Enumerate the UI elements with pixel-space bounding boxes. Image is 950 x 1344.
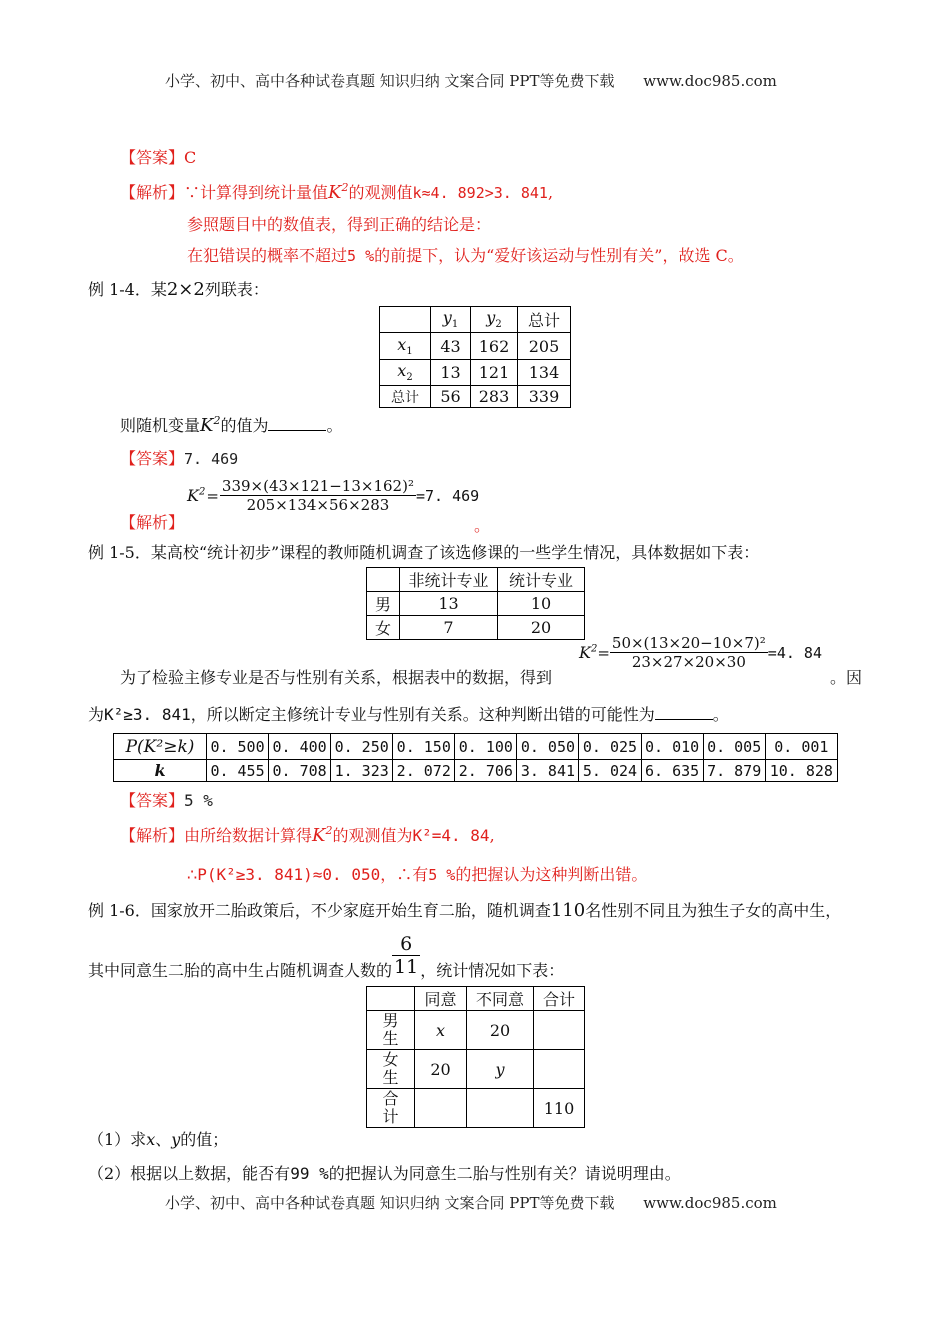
title-text: 例 1-4．某 <box>88 280 167 299</box>
row-label: 总计 <box>380 386 431 408</box>
table-cell <box>467 1089 534 1128</box>
question-text: 、 <box>155 1130 172 1149</box>
survey-table <box>366 986 585 1128</box>
answer-label: 【答案】 <box>120 791 185 810</box>
k-cell: 3. 841 <box>517 760 579 782</box>
table-cell: 121 <box>471 360 518 386</box>
table-cell: 56 <box>431 386 471 408</box>
table-cell: 283 <box>471 386 518 408</box>
k-label: k <box>114 760 207 782</box>
p-cell: 0. 010 <box>641 734 703 760</box>
example-1-5-answer <box>120 788 213 811</box>
example-1-5-line2 <box>88 702 729 725</box>
table-cell <box>534 1011 585 1050</box>
fraction-numerator: 6 <box>392 933 420 956</box>
k-cell: 10. 828 <box>765 760 837 782</box>
example-1-5-text-end: 。因 <box>830 668 863 687</box>
example-1-4-answer <box>120 446 238 469</box>
table-cell: 205 <box>518 333 571 360</box>
question-text: 其中同意生二胎的高中生占随机调查人数的 <box>88 961 393 980</box>
variable-y: y <box>171 1130 181 1149</box>
formula-fraction <box>610 634 768 671</box>
table-header-cell: 统计专业 <box>498 568 585 592</box>
p-cell: 0. 001 <box>765 734 837 760</box>
analysis-text: 由所给数据计算得 <box>184 826 313 845</box>
table-header-cell: $y_1$ <box>431 307 471 333</box>
answer-value: C <box>184 148 197 167</box>
fraction-denominator: 11 <box>394 956 419 978</box>
question-text: 的值为 <box>220 416 269 435</box>
example-1-5-formula: $K^2$ = $\frac{\text{50×(13×20−10×7)²}}{23\times 27\times 20\times 30}$ =4. 84 <box>579 634 822 671</box>
analysis-label: 【解析】 <box>120 826 185 845</box>
example-1-6-title <box>88 898 841 921</box>
analysis-text: 的观测值为 <box>332 826 413 845</box>
table-cell: 13 <box>400 592 498 616</box>
k-cell: 6. 635 <box>641 760 703 782</box>
table-header-cell: 总计 <box>518 307 571 333</box>
table-cell: 339 <box>518 386 571 408</box>
answer-label: 【答案】 <box>120 449 185 468</box>
question-text: 。 <box>712 705 729 724</box>
number-value: 110 <box>550 900 586 921</box>
table-cell: x <box>415 1011 467 1050</box>
table-header-cell: 不同意 <box>467 987 534 1011</box>
row-label: 合 计 <box>367 1089 415 1128</box>
question-text: 。 <box>326 416 343 435</box>
example-1-5-analysis-2 <box>187 862 647 885</box>
title-text: 例 1-6．国家放开二胎政策后，不少家庭开始生育二胎，随机调查 <box>88 901 551 920</box>
fraction-6-11 <box>392 933 420 978</box>
formula-fraction <box>220 477 416 514</box>
table-cell: 20 <box>467 1011 534 1050</box>
question-text: 则随机变量 <box>120 416 201 435</box>
table-header-cell <box>367 568 400 592</box>
question-text: 的值； <box>180 1130 229 1149</box>
analysis-text: ∴ <box>187 865 198 884</box>
header-text: 小学、初中、高中各种试卷真题 知识归纳 文案合同 PPT等免费下载 <box>165 72 615 90</box>
k-symbol: $K^2$ <box>200 414 221 436</box>
answer-blank[interactable] <box>268 416 326 431</box>
analysis-text: 在犯错误的概率不超过 <box>187 246 348 265</box>
row-label: 女 <box>367 616 400 640</box>
table-header-cell: 合计 <box>534 987 585 1011</box>
p-cell: 0. 400 <box>269 734 331 760</box>
percent-value: 5 % <box>347 247 375 265</box>
analysis-label: 【解析】 <box>120 183 185 202</box>
k-symbol: $K^2$ <box>187 486 206 505</box>
table-cell: 134 <box>518 360 571 386</box>
example-1-6-q1 <box>88 1127 228 1150</box>
answer-value: 5 % <box>184 791 213 810</box>
example-1-4-formula: $K^2$ = $\frac{\text{339×(43×121−13×162)²}}{205\times 134\times 56\times 283}$ =7. 469 <box>187 477 480 514</box>
table-header-cell: 同意 <box>415 987 467 1011</box>
table-cell: 13 <box>431 360 471 386</box>
percent-value: 99 % <box>290 1164 329 1183</box>
condition-expr: K²≥3. 841 <box>104 705 191 724</box>
row-label: 男 <box>367 592 400 616</box>
table-cell: 43 <box>431 333 471 360</box>
example-1-5-title: 例 1-5．某高校“统计初步”课程的教师随机调查了该选修课的一些学生情况，具体数据如下表： <box>88 543 760 562</box>
variable-x: x <box>146 1130 156 1149</box>
formula-result: =7. 469 <box>415 486 480 505</box>
formula-result: =4. 84 <box>767 643 822 662</box>
table-cell: 110 <box>534 1089 585 1128</box>
formula-numerator: 50×(13×20−10×7)² <box>611 634 766 652</box>
example-1-4-analysis-label: 【解析】 <box>120 513 185 532</box>
table-cell <box>534 1050 585 1089</box>
p-cell: 0. 005 <box>703 734 765 760</box>
page-header <box>165 70 777 91</box>
row-label: $x_1$ <box>380 333 431 360</box>
p-row <box>114 734 838 760</box>
question-text: （1）求 <box>88 1130 147 1149</box>
answer-label: 【答案】 <box>120 148 185 167</box>
analysis-text: , <box>547 183 554 202</box>
prev-answer <box>120 145 196 168</box>
answer-blank[interactable] <box>655 705 713 720</box>
prev-analysis-line1 <box>120 180 553 203</box>
question-text: ，统计情况如下表： <box>420 961 565 980</box>
question-text: 为 <box>88 705 105 724</box>
table-header-cell: $y_2$ <box>471 307 518 333</box>
footer-text: 小学、初中、高中各种试卷真题 知识归纳 文案合同 PPT等免费下载 <box>165 1194 615 1212</box>
table-cell: 162 <box>471 333 518 360</box>
question-text: ，所以断定主修统计专业与性别有关系。这种判断出错的可能性为 <box>190 705 655 724</box>
probability-expr: P(K²≥3. 841)≈0. 050 <box>197 865 381 884</box>
example-1-6-q2 <box>88 1161 681 1184</box>
k-row <box>114 760 838 782</box>
table-cell: 7 <box>400 616 498 640</box>
p-cell: 0. 050 <box>517 734 579 760</box>
analysis-value: k≈4. 892>3. 841 <box>412 184 548 202</box>
title-text: 列联表： <box>204 280 269 299</box>
row-label: 女 生 <box>367 1050 415 1089</box>
example-1-4-title <box>88 277 269 300</box>
header-url[interactable]: www.doc985.com <box>643 72 777 90</box>
k-cell: 1. 323 <box>331 760 393 782</box>
table-cell: 10 <box>498 592 585 616</box>
table-cell <box>415 1089 467 1128</box>
p-cell: 0. 500 <box>207 734 269 760</box>
k-cell: 2. 706 <box>455 760 517 782</box>
formula-end: 。 <box>474 516 491 535</box>
analysis-text: ，∴有 <box>380 865 429 884</box>
k-cell: 7. 879 <box>703 760 765 782</box>
question-text: 的把握认为同意生二胎与性别有关？请说明理由。 <box>328 1164 681 1183</box>
dimension-value: 2×2 <box>166 279 205 300</box>
k-symbol: $K^2$ <box>312 824 333 846</box>
example-1-5-analysis-1 <box>120 823 495 846</box>
title-text: 名性别不同且为独生子女的高中生， <box>585 901 842 920</box>
prev-analysis-line2: 参照题目中的数值表，得到正确的结论是： <box>187 215 492 234</box>
example-1-5-text: 为了检验主修专业是否与性别有关系，根据表中的数据，得到 <box>120 668 553 687</box>
table-header-cell <box>380 307 431 333</box>
prev-analysis-line3 <box>187 243 744 266</box>
k-cell: 0. 455 <box>207 760 269 782</box>
p-label: P(K²≥k) <box>114 734 207 760</box>
k-symbol: $K^2$ <box>579 643 598 662</box>
example-1-4-question <box>120 413 343 436</box>
p-cell: 0. 100 <box>455 734 517 760</box>
analysis-text: ∵计算得到统计量值 <box>184 183 329 202</box>
table-header-cell <box>367 987 415 1011</box>
critical-value-table <box>113 733 838 782</box>
question-text: （2）根据以上数据，能否有 <box>88 1164 291 1183</box>
k-symbol: $K^2$ <box>328 181 349 203</box>
k-cell: 0. 708 <box>269 760 331 782</box>
formula-denominator: 23×27×20×30 <box>631 653 746 671</box>
p-cell: 0. 150 <box>393 734 455 760</box>
p-cell: 0. 250 <box>331 734 393 760</box>
major-gender-table <box>366 567 585 640</box>
page-footer <box>165 1192 777 1213</box>
table-header-cell: 非统计专业 <box>400 568 498 592</box>
table-cell: 20 <box>415 1050 467 1089</box>
analysis-text: 的把握认为这种判断出错。 <box>455 865 648 884</box>
analysis-text: , <box>489 826 495 845</box>
formula-denominator: 205×134×56×283 <box>246 496 390 514</box>
row-label: $x_2$ <box>380 360 431 386</box>
p-cell: 0. 025 <box>579 734 641 760</box>
analysis-value: K²=4. 84 <box>412 826 490 845</box>
table-cell: 20 <box>498 616 585 640</box>
table-cell: y <box>467 1050 534 1089</box>
percent-value: 5 % <box>428 866 456 884</box>
footer-url[interactable]: www.doc985.com <box>643 1194 777 1212</box>
example-1-6-line2 <box>88 930 564 981</box>
k-cell: 2. 072 <box>393 760 455 782</box>
row-label: 男 生 <box>367 1011 415 1050</box>
contingency-table-1-4 <box>379 306 571 408</box>
answer-value: 7. 469 <box>184 450 239 468</box>
analysis-text: 的前提下，认为“爱好该运动与性别有关”，故选 C。 <box>374 246 744 265</box>
analysis-text: 的观测值 <box>348 183 413 202</box>
k-cell: 5. 024 <box>579 760 641 782</box>
formula-numerator: 339×(43×121−13×162)² <box>221 477 414 495</box>
